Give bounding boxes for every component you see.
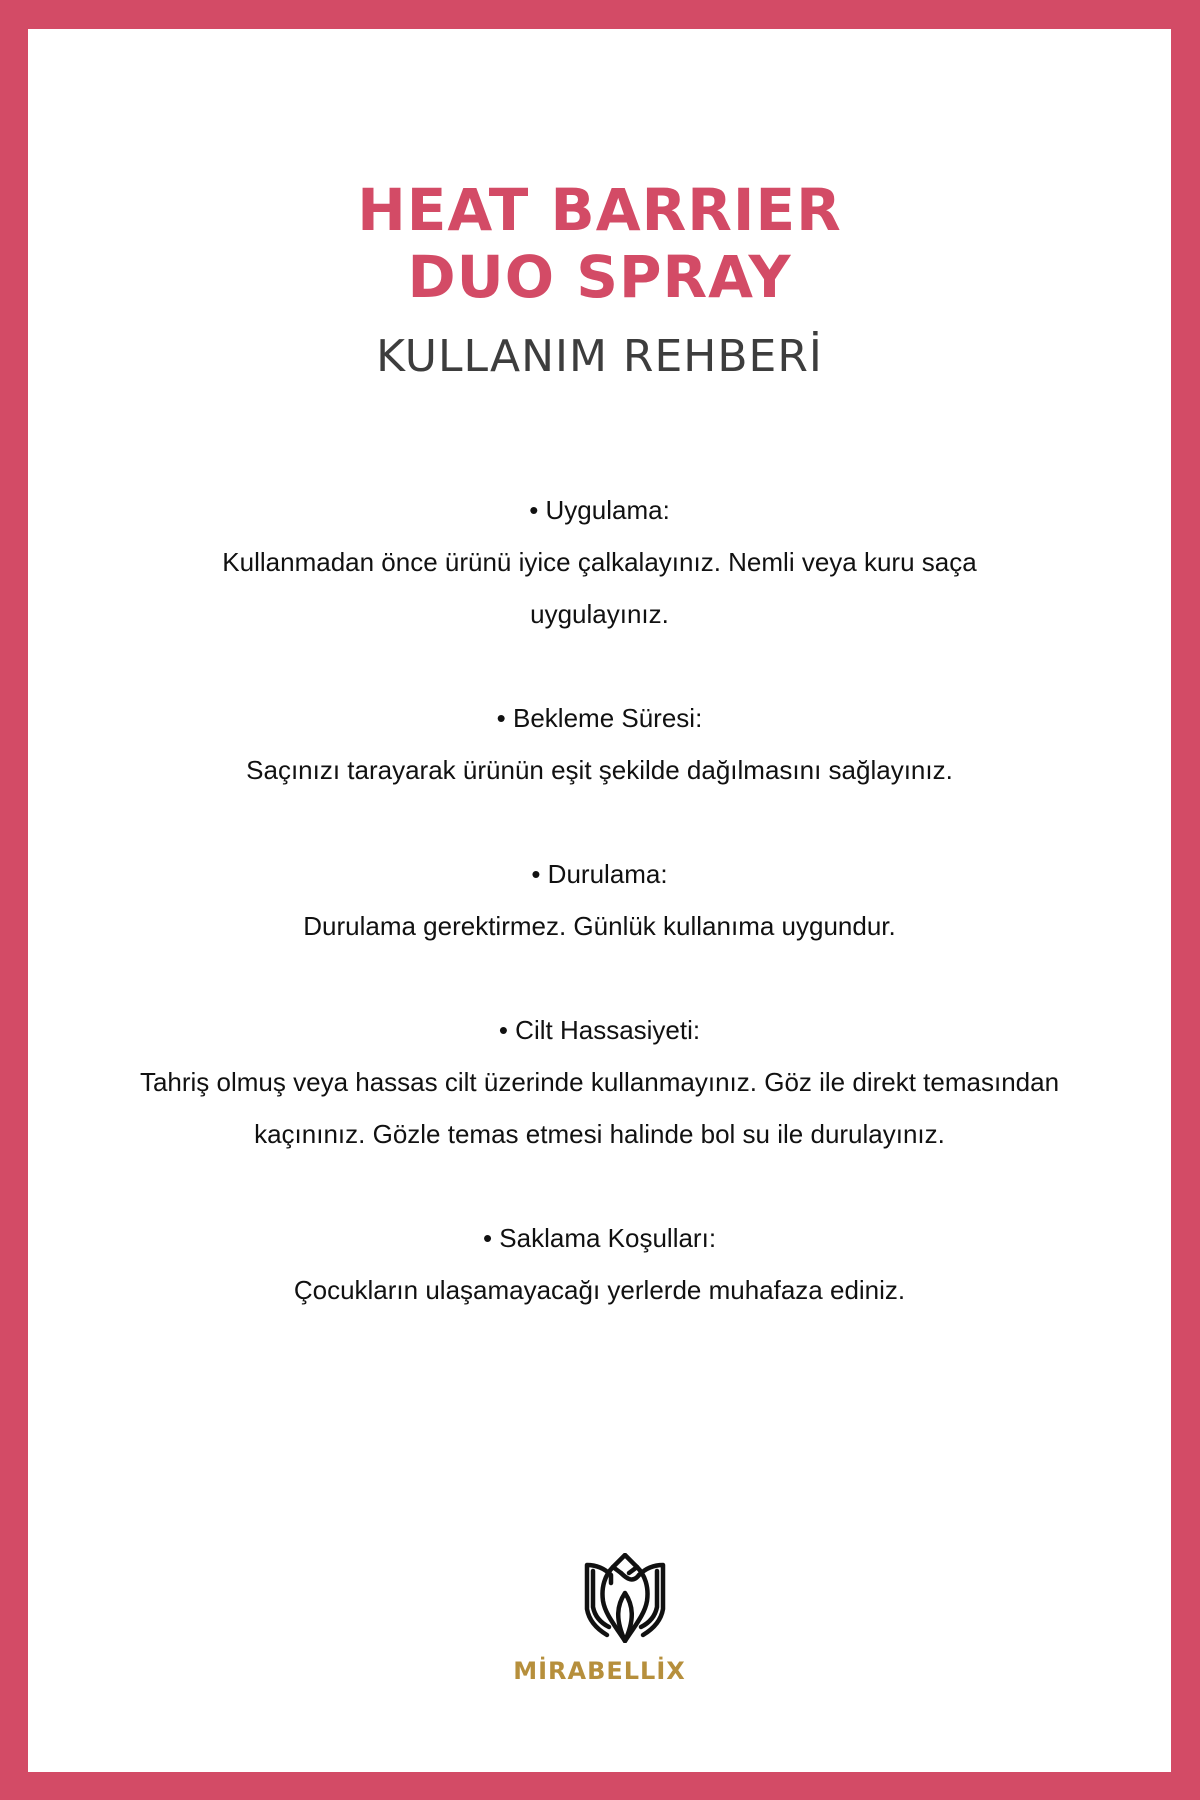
guide-subtitle: KULLANIM REHBERİ	[376, 331, 823, 382]
section-heading: • Bekleme Süresi:	[496, 703, 703, 733]
usage-sections	[88, 484, 1111, 1368]
section-heading: • Durulama:	[531, 859, 668, 889]
section-body: Çocukların ulaşamayacağı yerlerde muhafaza ediniz.	[293, 1275, 906, 1305]
brand-name: MİRABELLİX	[513, 1657, 686, 1685]
section-body: Tahriş olmuş veya hassas cilt üzerinde kullanmayınız. Göz ile direkt temasından kaçınınız. Gözle temas etmesi halinde bol su ile durulayınız.	[139, 1067, 1060, 1149]
product-title-line-2: DUO SPRAY	[407, 243, 792, 311]
section-heading: • Uygulama:	[529, 495, 670, 525]
section-rinsing	[88, 848, 1111, 952]
section-body: Kullanmadan önce ürünü iyice çalkalayınız. Nemli veya kuru saça uygulayınız.	[222, 547, 977, 629]
section-heading: • Saklama Koşulları:	[482, 1223, 717, 1253]
guide-card	[28, 29, 1171, 1772]
section-skin-sensitivity	[88, 1004, 1111, 1160]
section-storage	[88, 1212, 1111, 1316]
section-heading: • Cilt Hassasiyeti:	[498, 1015, 701, 1045]
section-application	[88, 484, 1111, 640]
section-body: Saçınızı tarayarak ürünün eşit şekilde dağılmasını sağlayınız.	[246, 755, 953, 785]
product-title-line-1: HEAT BARRIER	[357, 176, 842, 244]
tulip-logo-icon	[583, 1553, 667, 1643]
section-body: Durulama gerektirmez. Günlük kullanıma uygundur.	[303, 911, 896, 941]
section-waiting-time	[88, 692, 1111, 796]
